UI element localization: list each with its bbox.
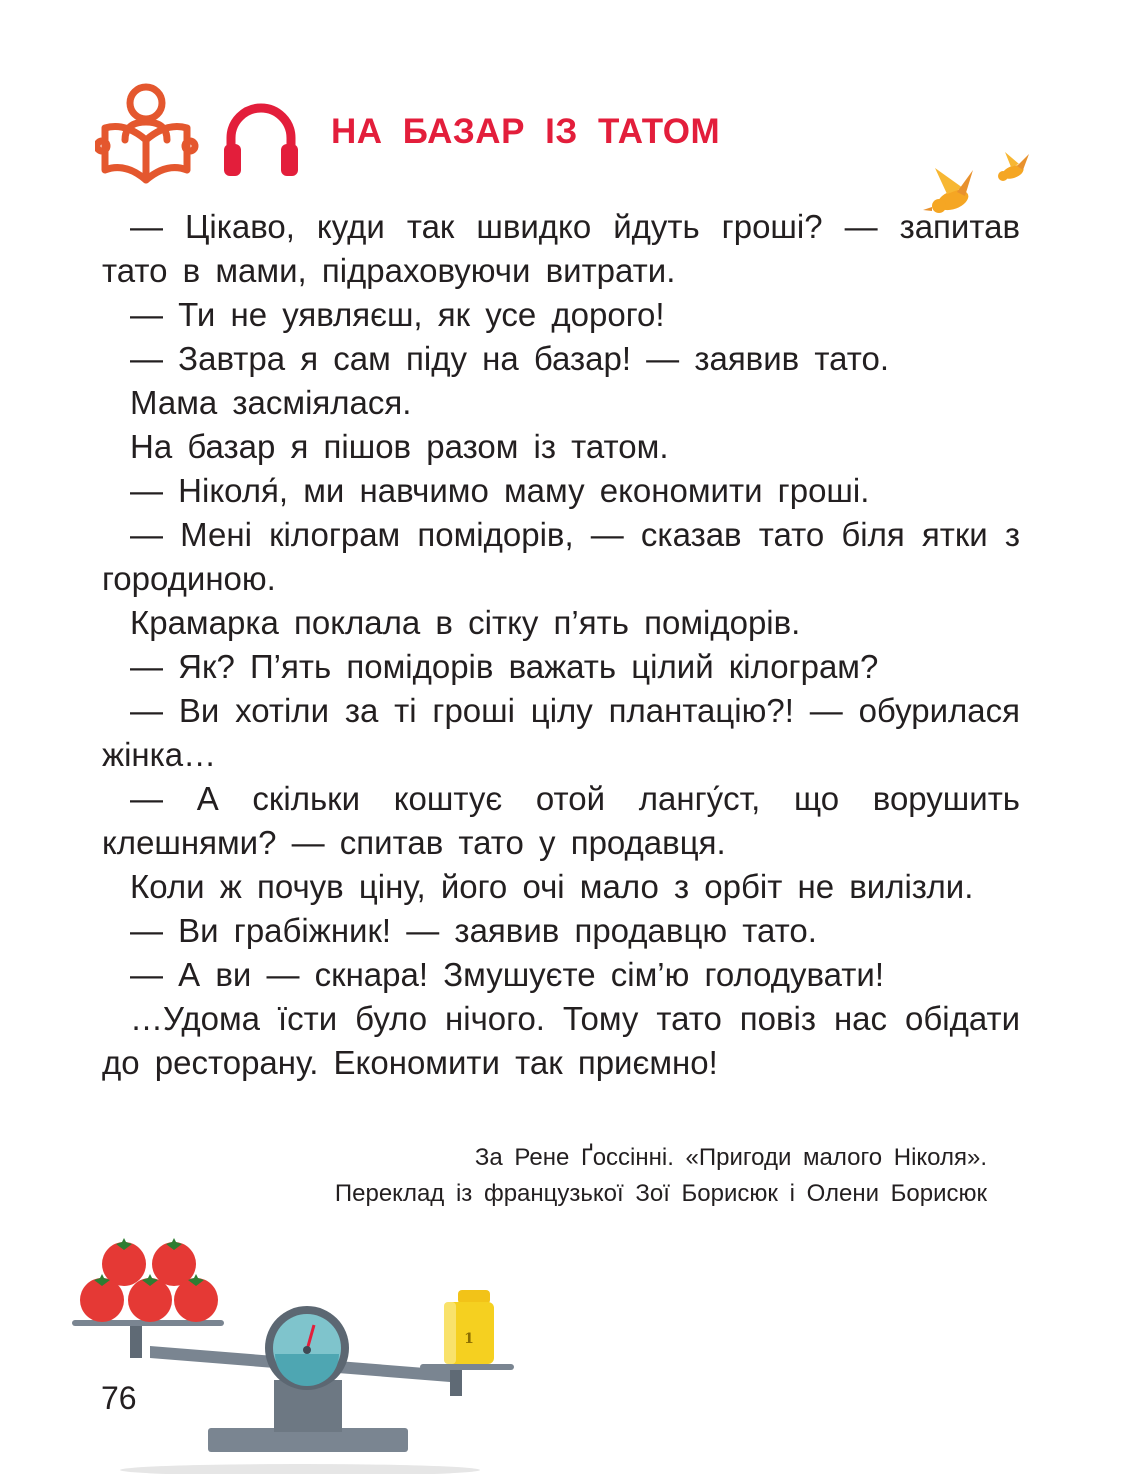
story-paragraph: Мама засміялася.: [130, 384, 412, 421]
story-paragraph: — Як? П’ять помідорів важать цілий кілограм?: [130, 648, 879, 685]
page-title: НА БАЗАР ІЗ ТАТОМ: [331, 112, 721, 151]
story-paragraph: — Мені кілограм помідорів, — сказав тато біля ятки з городиною.: [102, 516, 1020, 597]
story-paragraph: — Ви хотіли за ті гроші цілу плантацію?! — обурилася жінка…: [102, 692, 1020, 773]
reading-child-icon: [95, 82, 199, 186]
story-paragraph: — Завтра я сам піду на базар! — заявив тато.: [130, 340, 889, 377]
story-paragraph: Крамарка поклала в сітку п’ять помідорів.: [130, 604, 801, 641]
story-text: [102, 205, 1020, 1085]
story-paragraph: На базар я пішов разом із татом.: [130, 428, 669, 465]
credit-source-line: За Рене Ґоссінні. «Пригоди малого Ніколя».: [474, 1144, 987, 1171]
credit-translation-line: Переклад із французької Зої Борисюк і Олени Борисюк: [334, 1180, 987, 1207]
headphones-icon: [221, 100, 301, 180]
story-paragraph: — Цікаво, куди так швидко йдуть гроші? — запитав тато в мами, підраховуючи витрати.: [102, 208, 1020, 289]
source-credit: [335, 1140, 987, 1212]
tomato-icon: [80, 1238, 218, 1322]
weight-label: 1: [464, 1331, 474, 1347]
story-paragraph: — Ви грабіжник! — заявив продавцю тато.: [130, 912, 817, 949]
story-paragraph: — А скільки коштує отой лангу́ст, що ворушить клешнями? — спитав тато у продавця.: [102, 780, 1020, 861]
story-paragraph: — Ти не уявляєш, як усе дорого!: [130, 296, 665, 333]
story-paragraph: …Удома їсти було нічого. Тому тато повіз нас обідати до ресторану. Економити так приємно!: [102, 1000, 1020, 1081]
story-paragraph: — Ніколя́, ми навчимо маму економити гроші.: [130, 472, 870, 509]
weight-icon: [444, 1290, 494, 1364]
page-number: 76: [101, 1380, 137, 1416]
header: [95, 82, 1095, 192]
story-paragraph: Коли ж почув ціну, його очі мало з орбіт не вилізли.: [130, 868, 974, 905]
story-paragraph: — А ви — скнара! Змушуєте сім’ю голодувати!: [130, 956, 884, 993]
scale-illustration: [70, 1228, 530, 1474]
